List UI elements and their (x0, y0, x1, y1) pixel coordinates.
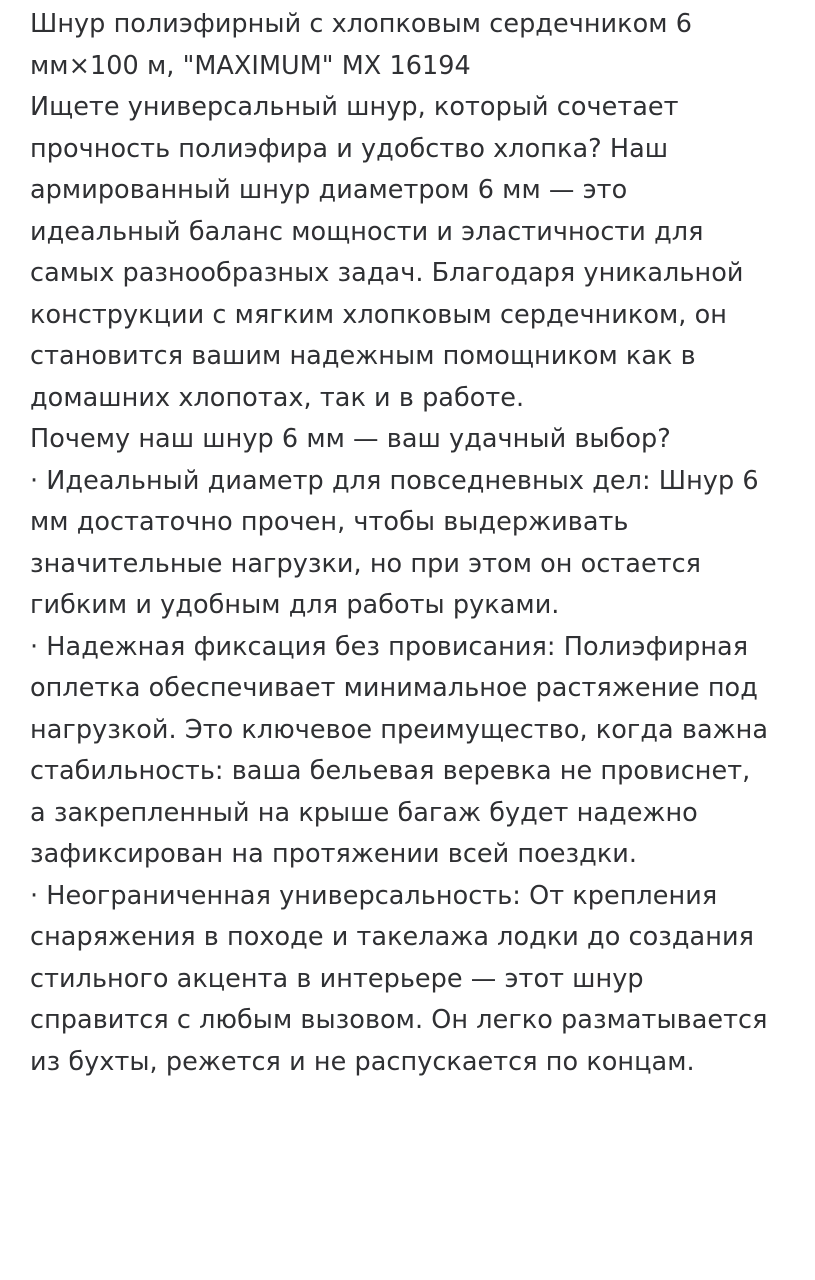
feature-bullet-3: · Неограниченная универсальность: От крепления снаряжения в походе и такелажа лодки до создания стильного акцента в интерьере — этот шнур справится с любым вызовом. Он легко разматывается из бухты, режется и не распускается по концам. (30, 880, 768, 1077)
page-title: Шнур полиэфирный с хлопковым сердечником 6 мм×100 м, "MAXIMUM" МХ 16194 (30, 9, 692, 81)
description-paragraph-2: Почему наш шнур 6 мм — ваш удачный выбор? (30, 424, 671, 454)
product-description (30, 4, 771, 1083)
feature-bullet-1: · Идеальный диаметр для повседневных дел: Шнур 6 мм достаточно прочен, чтобы выдерживать значительные нагрузки, но при этом он остается гибким и удобным для работы руками. (30, 465, 759, 620)
feature-bullet-2: · Надежная фиксация без провисания: Полиэфирная оплетка обеспечивает минимальное растяжение под нагрузкой. Это ключевое преимущество, когда важна стабильность: ваша бельевая веревка не провиснет, а закрепленный на крыше багаж будет надежно зафиксирован на протяжении всей поездки. (30, 631, 769, 869)
description-paragraph-1: Ищете универсальный шнур, который сочетает прочность полиэфира и удобство хлопка? Наш армированный шнур диаметром 6 мм — это идеальный баланс мощности и эластичности для самых разнообразных задач. Благодаря уникальной конструкции с мягким хлопковым сердечником, он становится вашим надежным помощником как в домашних хлопотах, так и в работе. (30, 92, 744, 413)
